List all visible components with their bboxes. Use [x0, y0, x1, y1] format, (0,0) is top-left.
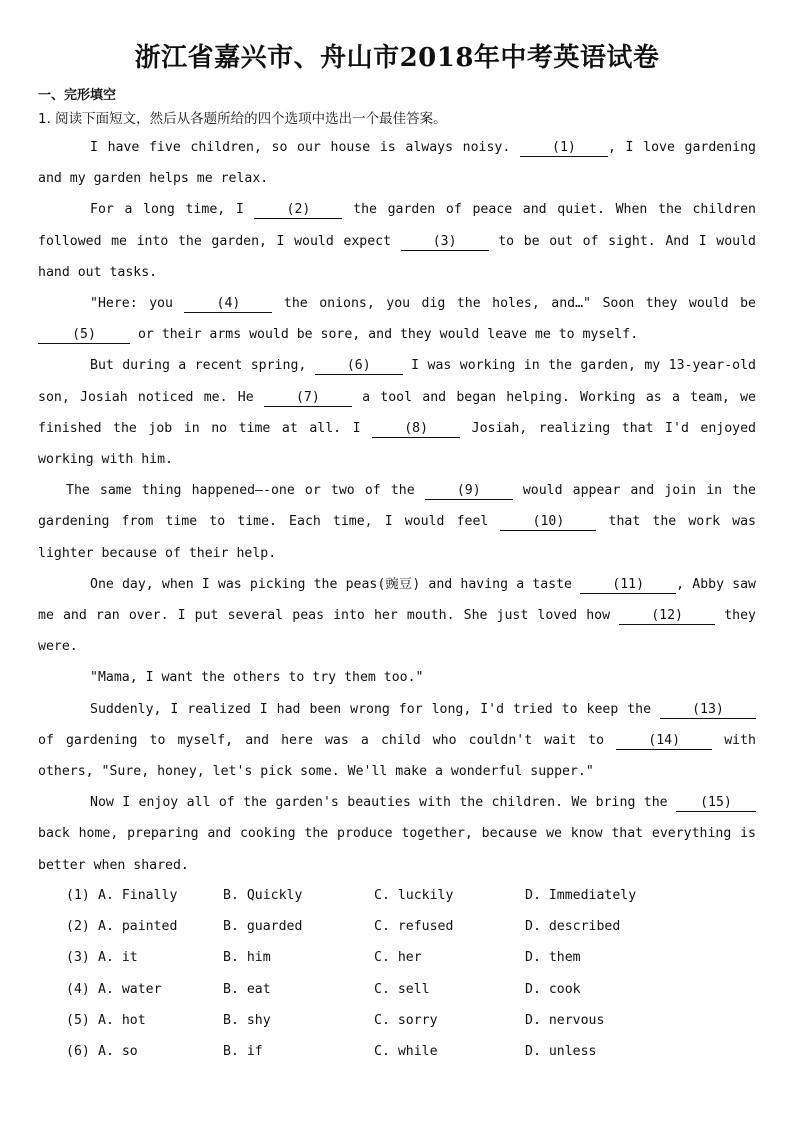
option-row [66, 978, 706, 1009]
answer-options [66, 884, 706, 1071]
answer-blank[interactable]: (4) [184, 296, 272, 313]
question-number: (5) [66, 1012, 90, 1028]
option-b[interactable]: B. guarded [223, 919, 303, 935]
option-b[interactable]: B. him [223, 950, 271, 966]
answer-blank[interactable]: (3) [401, 234, 489, 251]
option-d[interactable]: D. Immediately [525, 888, 637, 903]
answer-blank[interactable]: (10) [500, 514, 596, 531]
passage-paragraph: Now I enjoy all of the garden's beauties with the children. We bring the (15) back home, preparing and cooking the produce together, because we know that everything is better when shared. [38, 795, 756, 873]
passage-paragraph: "Here: you (4) the onions, you dig the holes, and…" Soon they would be (5) or their arms would be sore, and they would leave me to myself. [38, 288, 756, 350]
answer-blank[interactable]: (1) [520, 140, 608, 157]
option-row [66, 884, 706, 915]
option-row [66, 1009, 706, 1040]
answer-blank[interactable]: (12) [619, 608, 715, 625]
answer-blank[interactable]: (5) [38, 327, 130, 344]
answer-blank[interactable]: (14) [616, 733, 712, 750]
question-number: (3) [66, 950, 90, 966]
option-c[interactable]: C. her [374, 950, 422, 966]
option-row [66, 1040, 706, 1071]
answer-blank[interactable]: (8) [372, 421, 460, 438]
option-a[interactable]: A. it [98, 950, 138, 966]
option-b[interactable]: B. eat [223, 981, 271, 997]
option-b[interactable]: B. Quickly [223, 888, 303, 903]
option-c[interactable]: C. while [374, 1043, 438, 1059]
option-d[interactable]: D. them [525, 950, 581, 966]
answer-blank[interactable]: (7) [264, 390, 352, 407]
answer-blank[interactable]: (13) [660, 702, 756, 719]
passage-paragraph: I have five children, so our house is always noisy. (1) , I love gardening and my garden helps me relax. [38, 140, 756, 187]
option-c[interactable]: C. sorry [374, 1012, 438, 1028]
option-c[interactable]: C. refused [374, 919, 454, 935]
question-number: (4) [66, 981, 90, 997]
answer-blank[interactable]: (11) [580, 577, 676, 594]
passage-paragraph: The same thing happened—-one or two of the (9) would appear and join in the gardening from time to time. Each time, I would feel (10) that the work was lighter because of their help. [38, 483, 757, 561]
option-a[interactable]: A. painted [98, 919, 178, 935]
option-a[interactable]: A. water [98, 981, 162, 997]
option-c[interactable]: C. sell [374, 981, 430, 997]
option-b[interactable]: B. if [223, 1043, 263, 1059]
option-d[interactable]: D. described [525, 919, 621, 935]
option-a[interactable]: A. Finally [98, 888, 178, 903]
question-number: (2) [66, 919, 90, 935]
option-a[interactable]: A. hot [98, 1012, 146, 1028]
option-b[interactable]: B. shy [223, 1012, 271, 1028]
passage-paragraph: "Mama, I want the others to try them too." [90, 670, 424, 686]
answer-blank[interactable]: (6) [315, 358, 403, 375]
answer-blank[interactable]: (2) [254, 202, 342, 219]
passage-paragraph: Suddenly, I realized I had been wrong for long, I'd tried to keep the (13) of gardening to myself, and here was a child who couldn't wait to (14) with others, "Sure, honey, let's pick some. We'll make a wonderful supper." [38, 701, 757, 780]
page-title: 浙江省嘉兴市、舟山市2018年中考英语试卷 [134, 43, 660, 73]
cloze-passage [38, 132, 756, 881]
option-d[interactable]: D. cook [525, 981, 581, 997]
option-c[interactable]: C. luckily [374, 888, 454, 903]
answer-blank[interactable]: (9) [425, 483, 513, 500]
option-row [66, 915, 706, 946]
option-row [66, 946, 706, 977]
question-instruction: 1. 阅读下面短文，然后从各题所给的四个选项中选出一个最佳答案。 [38, 111, 447, 127]
section-heading: 一、完形填空 [38, 88, 117, 103]
passage-paragraph: One day, when I was picking the peas(豌豆) and having a taste (11) , Abby saw me and ran over. I put several peas into her mouth. She just loved how (12) they were. [38, 576, 756, 655]
question-number: (6) [66, 1043, 90, 1059]
passage-paragraph: But during a recent spring, (6) I was working in the garden, my 13-year-old son, Josiah noticed me. He (7) a tool and began helping. Working as a team, we finished the job in no time at all. I (8) Josiah, realizing that I'd enjoyed working with him. [38, 358, 756, 468]
option-a[interactable]: A. so [98, 1043, 138, 1059]
question-number: (1) [66, 888, 90, 903]
option-d[interactable]: D. nervous [525, 1012, 605, 1028]
option-d[interactable]: D. unless [525, 1043, 597, 1059]
passage-paragraph: For a long time, I (2) the garden of peace and quiet. When the children followed me into the garden, I would expect (3) to be out of sight. And I would hand out tasks. [38, 202, 756, 280]
answer-blank[interactable]: (15) [676, 795, 756, 812]
